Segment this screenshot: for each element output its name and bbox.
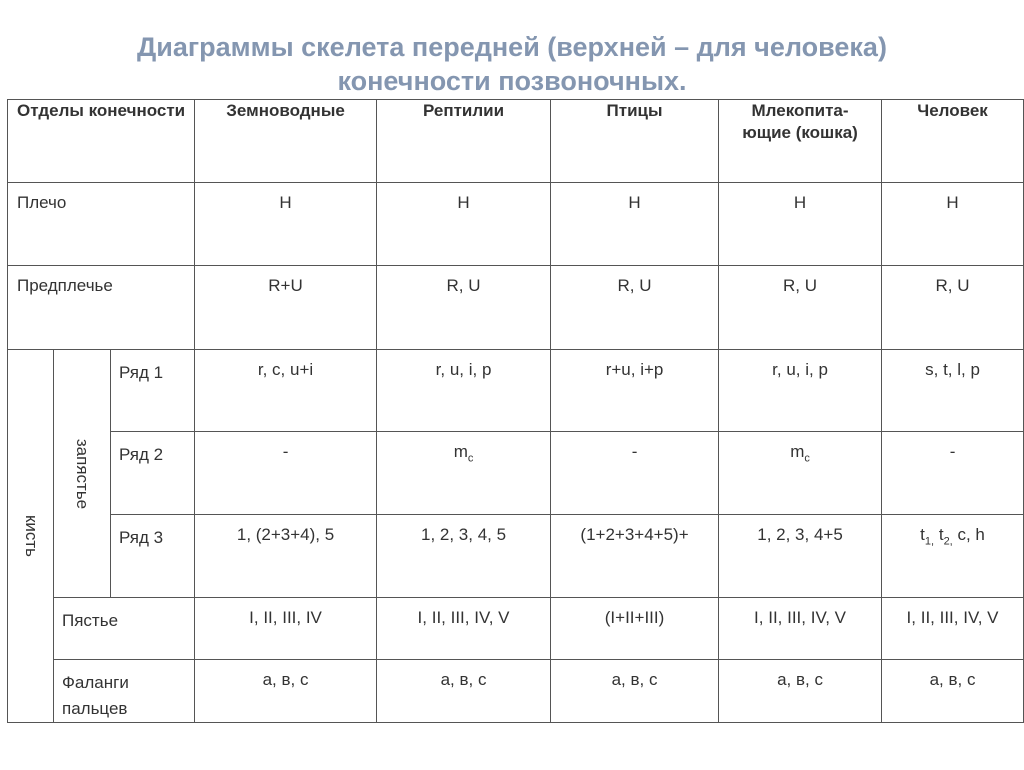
cell-main: m (790, 442, 805, 461)
cell: H (719, 183, 882, 266)
header-human: Человек (882, 100, 1024, 183)
row-label: Ряд 1 (111, 350, 195, 432)
cell: H (551, 183, 719, 266)
cell: R, U (882, 266, 1024, 350)
page-title (0, 30, 1024, 98)
header-birds: Птицы (551, 100, 719, 183)
cell: H (377, 183, 551, 266)
cell: - (882, 432, 1024, 515)
page-title-line-1: Диаграммы скелета передней (верхней – для человека) (137, 32, 887, 62)
cell (882, 515, 1024, 598)
cell: R, U (719, 266, 882, 350)
cell-part: t (920, 525, 925, 544)
header-mammals-line-1: Млекопита- (751, 101, 849, 120)
row-carpus-3 (8, 515, 1024, 598)
row-label-line-1: Фаланги (62, 673, 129, 692)
cell: - (551, 432, 719, 515)
row-label: Ряд 2 (111, 432, 195, 515)
header-limb-sections: Отделы конечности (8, 100, 195, 183)
cell: R, U (551, 266, 719, 350)
row-label: Плечо (8, 183, 195, 266)
page-title-line-2: конечности позвоночных. (337, 66, 687, 96)
header-amphibians: Земноводные (195, 100, 377, 183)
cell: I, II, III, IV (195, 598, 377, 660)
group-wrist-label: запястье (73, 438, 92, 509)
cell: a, в, c (195, 660, 377, 723)
cell-subscript: 1, (924, 535, 935, 548)
row-label: Пястье (54, 598, 195, 660)
header-mammals (719, 100, 882, 183)
cell: a, в, c (551, 660, 719, 723)
cell: R, U (377, 266, 551, 350)
cell: a, в, c (377, 660, 551, 723)
cell-subscript: c (804, 452, 810, 465)
cell: I, II, III, IV, V (719, 598, 882, 660)
group-wrist (54, 350, 111, 598)
row-carpus-1 (8, 350, 1024, 432)
cell: (I+II+III) (551, 598, 719, 660)
group-hand (8, 350, 54, 723)
cell: I, II, III, IV, V (882, 598, 1024, 660)
cell-part: c, h (952, 525, 985, 544)
cell: 1, (2+3+4), 5 (195, 515, 377, 598)
cell: R+U (195, 266, 377, 350)
cell-subscript: 2, (943, 535, 953, 548)
cell-main: m (453, 442, 468, 461)
cell (377, 432, 551, 515)
header-mammals-line-2: ющие (кошка) (742, 123, 858, 142)
row-label-line-2: пальцев (62, 699, 128, 718)
header-row (8, 100, 1024, 183)
cell: 1, 2, 3, 4, 5 (377, 515, 551, 598)
cell: - (195, 432, 377, 515)
cell: I, II, III, IV, V (377, 598, 551, 660)
cell: H (195, 183, 377, 266)
cell: a, в, c (719, 660, 882, 723)
limb-skeleton-table (7, 99, 1024, 723)
row-carpus-2 (8, 432, 1024, 515)
row-metacarpus (8, 598, 1024, 660)
cell (719, 432, 882, 515)
cell: r, u, i, p (377, 350, 551, 432)
cell: s, t, l, p (882, 350, 1024, 432)
cell: a, в, c (882, 660, 1024, 723)
row-forearm (8, 266, 1024, 350)
cell: 1, 2, 3, 4+5 (719, 515, 882, 598)
cell: (1+2+3+4+5)+ (551, 515, 719, 598)
row-label: Ряд 3 (111, 515, 195, 598)
row-shoulder (8, 183, 1024, 266)
row-label (54, 660, 195, 723)
cell: H (882, 183, 1024, 266)
row-phalanges (8, 660, 1024, 723)
cell: r, u, i, p (719, 350, 882, 432)
cell: r+u, i+p (551, 350, 719, 432)
cell-subscript: c (467, 452, 474, 465)
cell-part: t (938, 525, 944, 544)
group-hand-label: кисть (21, 514, 41, 558)
header-reptiles: Рептилии (377, 100, 551, 183)
cell: r, c, u+i (195, 350, 377, 432)
row-label: Предплечье (8, 266, 195, 350)
